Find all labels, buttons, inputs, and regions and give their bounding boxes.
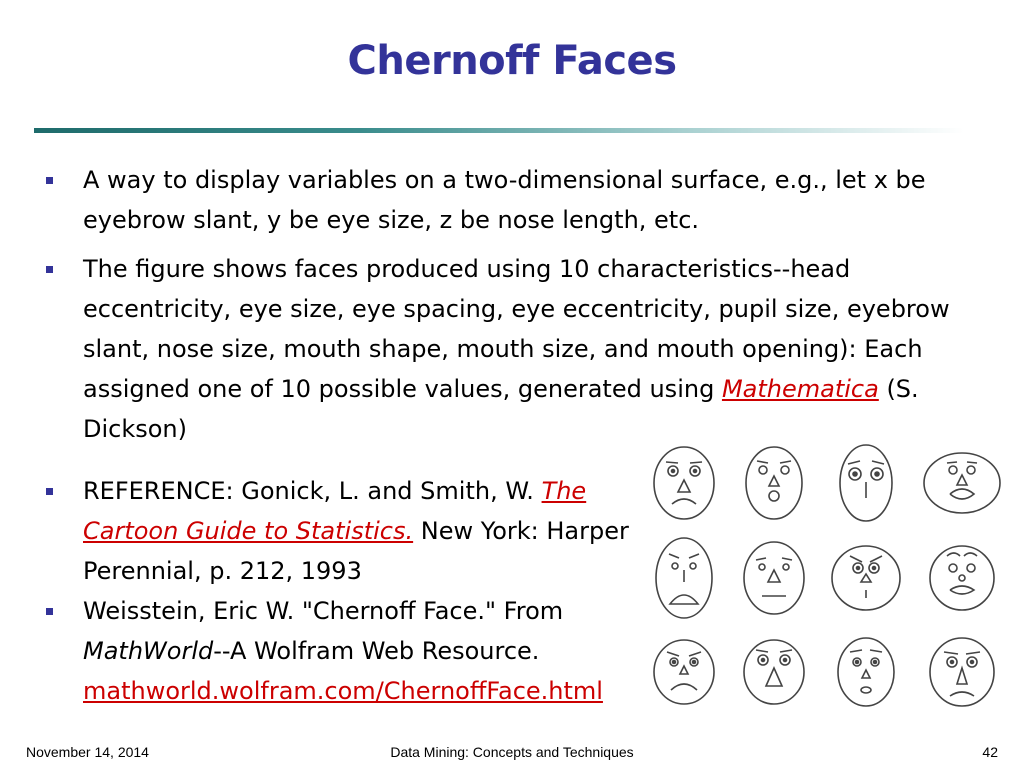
weisstein-mid: --A Wolfram Web Resource.: [213, 637, 540, 665]
mathworld-name: MathWorld: [83, 637, 214, 665]
bullet-square-icon: [46, 266, 53, 273]
chernoff-face-4: [924, 453, 1000, 513]
chernoff-face-3: [840, 445, 892, 521]
bullet-item-1: [46, 160, 976, 240]
bullet-square-icon: [46, 177, 53, 184]
bullet-item-2: [46, 249, 976, 449]
bullet-text-2: The figure shows faces produced using 10 characteristics--head eccentricity, eye size, eye spacing, eye eccentricity, pupil size, eyebrow slant, nose size, mouth shape, mouth size, and mouth opening): Each assigned one of 10 possible values, generated using: [83, 255, 950, 403]
reference-text: REFERENCE: Gonick, L. and Smith, W.: [83, 477, 542, 505]
footer-page-number: 42: [982, 744, 998, 760]
bullet-item-4: [46, 591, 643, 711]
chernoff-face-12: [930, 638, 994, 706]
bullet-text-1: A way to display variables on a two-dimensional surface, e.g., let x be eyebrow slant, y be eye size, z be nose length, etc.: [83, 166, 926, 234]
chernoff-face-2: [746, 447, 802, 519]
reference-suffix: New York: Harper Perennial, p. 212, 1993: [83, 517, 629, 585]
mathworld-url-link[interactable]: mathworld.wolfram.com/ChernoffFace.html: [83, 677, 603, 705]
title-divider: [34, 128, 964, 133]
chernoff-face-9: [654, 640, 714, 704]
chernoff-face-6: [744, 542, 804, 614]
chernoff-faces-figure: [644, 438, 1014, 710]
bullet-square-icon: [46, 608, 53, 615]
mathematica-link[interactable]: Mathematica: [721, 375, 879, 403]
cartoon-guide-link[interactable]: The Cartoon Guide to Statistics.: [83, 477, 587, 545]
chernoff-face-7: [832, 546, 900, 610]
chernoff-face-5: [656, 538, 712, 618]
chernoff-face-1: [654, 447, 714, 519]
slide-title: Chernoff Faces: [347, 38, 677, 84]
bullet-square-icon: [46, 488, 53, 495]
bullet-text-2-tail: (S. Dickson): [83, 375, 919, 443]
chernoff-face-10: [744, 640, 804, 704]
footer-date: November 14, 2014: [26, 744, 149, 760]
weisstein-text: Weisstein, Eric W. "Chernoff Face." From: [83, 597, 564, 625]
footer-course: Data Mining: Concepts and Techniques: [390, 744, 634, 760]
chernoff-face-8: [930, 546, 994, 610]
bullet-item-3: [46, 471, 643, 591]
chernoff-face-11: [838, 638, 894, 706]
